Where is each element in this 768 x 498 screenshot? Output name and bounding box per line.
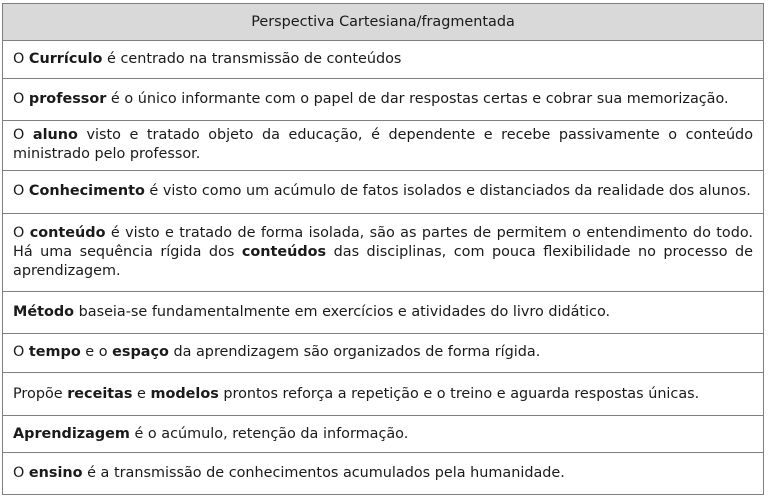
bold-term: Aprendizagem — [13, 425, 130, 442]
table-row — [3, 120, 764, 170]
bold-term: conteúdo — [29, 224, 106, 241]
row-text — [3, 333, 764, 372]
table-row — [3, 333, 764, 372]
table-row — [3, 41, 764, 79]
text-segment: Propõe — [13, 385, 68, 402]
text-segment: é a transmissão de conhecimentos acumulados pela humanidade. — [82, 465, 565, 482]
text-segment: O — [13, 465, 29, 482]
table-header: Perspectiva Cartesiana/fragmentada — [3, 4, 764, 41]
bold-term: conteúdos — [241, 243, 327, 260]
table-row — [3, 171, 764, 214]
table-row — [3, 79, 764, 120]
text-segment: O — [13, 224, 30, 241]
table-body — [3, 41, 764, 495]
bold-term: aluno — [32, 127, 78, 144]
header-row — [3, 4, 764, 41]
text-segment: é visto e tratado de forma isolada, são as partes de permitem o entendimento do todo. Há uma sequência rígida dos — [13, 224, 753, 260]
text-segment: da aprendizagem são organizados de forma rígida. — [168, 344, 541, 361]
text-segment: prontos reforça a repetição e o treino e aguarda respostas únicas. — [218, 385, 700, 402]
text-segment: O — [13, 51, 29, 68]
bold-term: espaço — [112, 344, 169, 361]
table-row — [3, 213, 764, 291]
table-row — [3, 292, 764, 333]
row-text — [3, 453, 764, 495]
row-text — [3, 416, 764, 453]
text-segment: visto e tratado objeto da educação, é dependente e recebe passivamente o conteúdo ministrado pelo professor. — [13, 127, 753, 163]
row-text — [3, 213, 764, 291]
bold-term: modelos — [150, 385, 219, 402]
text-segment: baseia-se fundamentalmente em exercícios e atividades do livro didático. — [74, 303, 611, 320]
row-text — [3, 171, 764, 214]
table-row — [3, 416, 764, 453]
text-segment: é o único informante com o papel de dar respostas certas e cobrar sua memorização. — [106, 90, 729, 107]
row-text — [3, 41, 764, 79]
text-segment: O — [13, 90, 29, 107]
bold-term: ensino — [28, 465, 83, 482]
bold-term: Conhecimento — [28, 183, 145, 200]
bold-term: Método — [13, 303, 75, 320]
bold-term: tempo — [28, 344, 81, 361]
table-row — [3, 453, 764, 495]
text-segment: é o acúmulo, retenção da informação. — [129, 425, 409, 442]
row-text — [3, 120, 764, 170]
table-row — [3, 372, 764, 416]
text-segment: O — [13, 127, 33, 144]
bold-term: Currículo — [28, 51, 103, 68]
row-text — [3, 372, 764, 416]
text-segment: O — [13, 183, 29, 200]
text-segment: é centrado na transmissão de conteúdos — [102, 51, 402, 68]
row-text — [3, 79, 764, 120]
row-text — [3, 292, 764, 333]
bold-term: receitas — [67, 385, 133, 402]
text-segment: e o — [80, 344, 113, 361]
bold-term: professor — [28, 90, 107, 107]
text-segment: O — [13, 344, 29, 361]
text-segment: das disciplinas, com pouca flexibilidade no processo de aprendizagem. — [13, 243, 753, 279]
text-segment: e — [132, 385, 151, 402]
perspective-table — [2, 3, 764, 495]
text-segment: é visto como um acúmulo de fatos isolados e distanciados da realidade dos alunos. — [144, 183, 751, 200]
